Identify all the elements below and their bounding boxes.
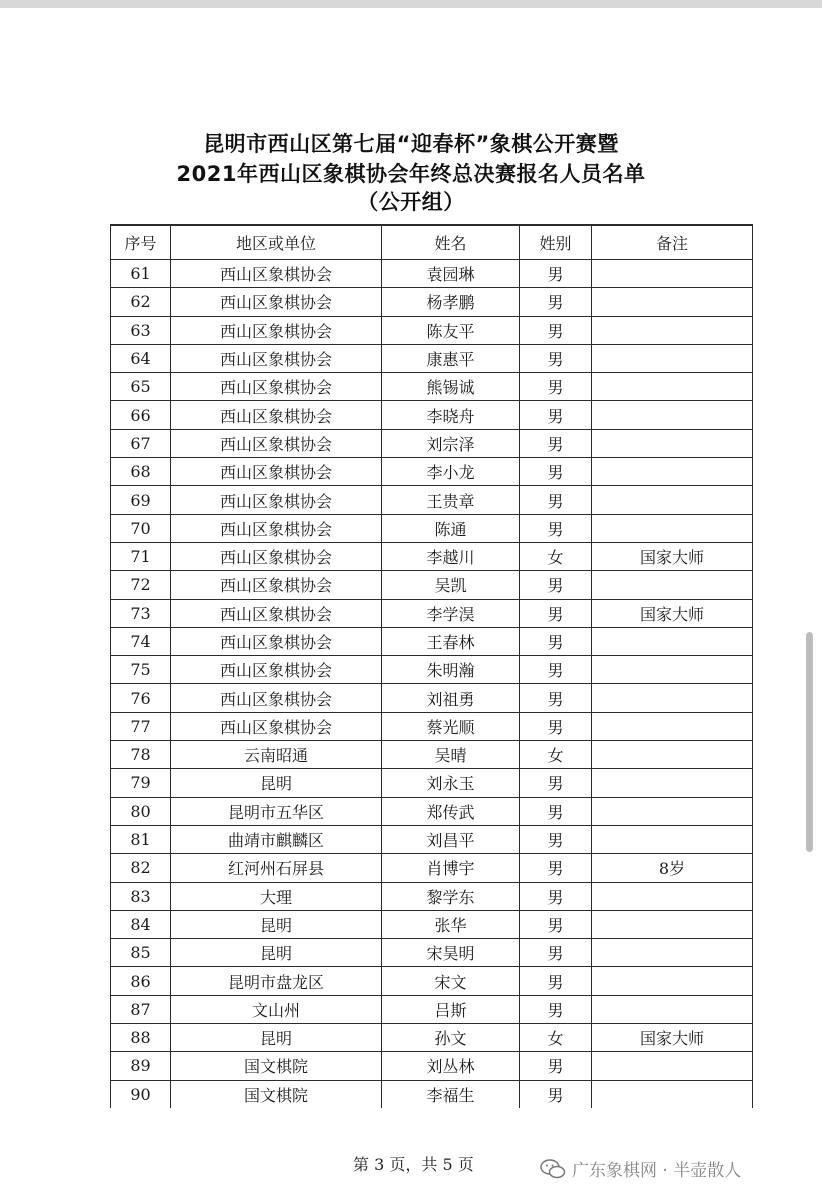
table-row xyxy=(111,825,753,853)
cell-name: 朱明瀚 xyxy=(382,656,520,684)
cell-gender: 男 xyxy=(520,882,592,910)
cell-gender: 男 xyxy=(520,599,592,627)
cell-region: 昆明市盘龙区 xyxy=(171,967,382,995)
table-row xyxy=(111,1080,753,1108)
header-gender: 姓别 xyxy=(520,225,592,260)
table-row xyxy=(111,288,753,316)
cell-gender: 男 xyxy=(520,316,592,344)
cell-name: 李福生 xyxy=(382,1080,520,1108)
cell-remarks xyxy=(592,344,753,372)
cell-remarks xyxy=(592,825,753,853)
table-row xyxy=(111,542,753,570)
registration-table xyxy=(110,224,753,1108)
cell-gender: 男 xyxy=(520,684,592,712)
table-row xyxy=(111,514,753,542)
cell-region: 大理 xyxy=(171,882,382,910)
cell-region: 昆明 xyxy=(171,939,382,967)
cell-serial-number: 73 xyxy=(111,599,171,627)
table-row xyxy=(111,995,753,1023)
cell-serial-number: 90 xyxy=(111,1080,171,1108)
cell-gender: 男 xyxy=(520,656,592,684)
cell-name: 蔡光顺 xyxy=(382,712,520,740)
table-row xyxy=(111,486,753,514)
cell-serial-number: 63 xyxy=(111,316,171,344)
cell-gender: 男 xyxy=(520,627,592,655)
cell-name: 李小龙 xyxy=(382,458,520,486)
cell-serial-number: 71 xyxy=(111,542,171,570)
document-title-line-3: （公开组） xyxy=(357,190,465,214)
cell-remarks xyxy=(592,995,753,1023)
cell-region: 曲靖市麒麟区 xyxy=(171,825,382,853)
table-header-row xyxy=(111,225,753,260)
cell-name: 刘丛林 xyxy=(382,1052,520,1080)
cell-gender: 男 xyxy=(520,429,592,457)
wechat-icon xyxy=(540,1159,566,1179)
cell-name: 刘永玉 xyxy=(382,769,520,797)
table-row xyxy=(111,797,753,825)
cell-name: 吕斯 xyxy=(382,995,520,1023)
cell-name: 康惠平 xyxy=(382,344,520,372)
cell-region: 西山区象棋协会 xyxy=(171,712,382,740)
cell-serial-number: 83 xyxy=(111,882,171,910)
cell-remarks: 国家大师 xyxy=(592,542,753,570)
cell-name: 袁园琳 xyxy=(382,260,520,288)
cell-serial-number: 81 xyxy=(111,825,171,853)
cell-remarks xyxy=(592,627,753,655)
cell-region: 西山区象棋协会 xyxy=(171,514,382,542)
window-top-strip xyxy=(0,0,822,8)
table-body xyxy=(111,260,753,1108)
table-row xyxy=(111,260,753,288)
header-region: 地区或单位 xyxy=(171,225,382,260)
table-row xyxy=(111,854,753,882)
cell-serial-number: 85 xyxy=(111,939,171,967)
cell-region: 西山区象棋协会 xyxy=(171,486,382,514)
document-title-line-1: 昆明市西山区第七届“迎春杯”象棋公开赛暨 xyxy=(203,132,619,156)
cell-remarks: 国家大师 xyxy=(592,599,753,627)
cell-region: 西山区象棋协会 xyxy=(171,373,382,401)
cell-name: 杨孝鹏 xyxy=(382,288,520,316)
cell-gender: 男 xyxy=(520,288,592,316)
cell-remarks xyxy=(592,741,753,769)
cell-region: 西山区象棋协会 xyxy=(171,316,382,344)
cell-region: 西山区象棋协会 xyxy=(171,260,382,288)
cell-serial-number: 68 xyxy=(111,458,171,486)
table-row xyxy=(111,344,753,372)
cell-serial-number: 61 xyxy=(111,260,171,288)
cell-remarks xyxy=(592,260,753,288)
cell-region: 西山区象棋协会 xyxy=(171,684,382,712)
cell-remarks xyxy=(592,373,753,401)
cell-gender: 男 xyxy=(520,939,592,967)
cell-serial-number: 69 xyxy=(111,486,171,514)
table-row xyxy=(111,656,753,684)
cell-gender: 男 xyxy=(520,995,592,1023)
table-row xyxy=(111,571,753,599)
cell-gender: 男 xyxy=(520,910,592,938)
cell-serial-number: 77 xyxy=(111,712,171,740)
document-title-line-2: 2021年西山区象棋协会年终总决赛报名人员名单 xyxy=(176,162,646,186)
cell-name: 吴晴 xyxy=(382,741,520,769)
cell-gender: 男 xyxy=(520,712,592,740)
cell-gender: 女 xyxy=(520,741,592,769)
table-row xyxy=(111,429,753,457)
table-row xyxy=(111,401,753,429)
cell-region: 西山区象棋协会 xyxy=(171,288,382,316)
cell-gender: 男 xyxy=(520,1052,592,1080)
cell-gender: 男 xyxy=(520,769,592,797)
cell-region: 西山区象棋协会 xyxy=(171,571,382,599)
cell-gender: 女 xyxy=(520,542,592,570)
cell-serial-number: 67 xyxy=(111,429,171,457)
cell-remarks xyxy=(592,656,753,684)
cell-name: 李越川 xyxy=(382,542,520,570)
cell-serial-number: 80 xyxy=(111,797,171,825)
cell-name: 熊锡诚 xyxy=(382,373,520,401)
cell-gender: 男 xyxy=(520,401,592,429)
cell-serial-number: 64 xyxy=(111,344,171,372)
cell-serial-number: 62 xyxy=(111,288,171,316)
cell-remarks xyxy=(592,684,753,712)
cell-remarks xyxy=(592,1080,753,1108)
cell-serial-number: 65 xyxy=(111,373,171,401)
cell-region: 昆明 xyxy=(171,769,382,797)
cell-remarks xyxy=(592,429,753,457)
table-row xyxy=(111,939,753,967)
cell-gender: 男 xyxy=(520,486,592,514)
cell-serial-number: 84 xyxy=(111,910,171,938)
cell-region: 红河州石屏县 xyxy=(171,854,382,882)
cell-serial-number: 76 xyxy=(111,684,171,712)
cell-gender: 男 xyxy=(520,797,592,825)
cell-name: 黎学东 xyxy=(382,882,520,910)
cell-serial-number: 78 xyxy=(111,741,171,769)
cell-serial-number: 87 xyxy=(111,995,171,1023)
cell-gender: 男 xyxy=(520,854,592,882)
cell-serial-number: 79 xyxy=(111,769,171,797)
table-row xyxy=(111,967,753,995)
table-row xyxy=(111,599,753,627)
cell-remarks xyxy=(592,797,753,825)
cell-name: 肖博宇 xyxy=(382,854,520,882)
cell-remarks xyxy=(592,1052,753,1080)
table-row xyxy=(111,627,753,655)
cell-serial-number: 75 xyxy=(111,656,171,684)
table-row xyxy=(111,769,753,797)
cell-region: 西山区象棋协会 xyxy=(171,344,382,372)
cell-region: 国文棋院 xyxy=(171,1052,382,1080)
cell-region: 国文棋院 xyxy=(171,1080,382,1108)
cell-serial-number: 88 xyxy=(111,1024,171,1052)
cell-remarks xyxy=(592,769,753,797)
cell-remarks: 8岁 xyxy=(592,854,753,882)
cell-gender: 男 xyxy=(520,571,592,599)
cell-name: 郑传武 xyxy=(382,797,520,825)
cell-remarks: 国家大师 xyxy=(592,1024,753,1052)
cell-remarks xyxy=(592,486,753,514)
cell-name: 刘祖勇 xyxy=(382,684,520,712)
cell-name: 陈通 xyxy=(382,514,520,542)
cell-remarks xyxy=(592,288,753,316)
cell-region: 西山区象棋协会 xyxy=(171,429,382,457)
table-row xyxy=(111,910,753,938)
table-row xyxy=(111,1024,753,1052)
cell-serial-number: 74 xyxy=(111,627,171,655)
cell-serial-number: 70 xyxy=(111,514,171,542)
table-row xyxy=(111,741,753,769)
cell-serial-number: 66 xyxy=(111,401,171,429)
cell-remarks xyxy=(592,939,753,967)
cell-region: 昆明 xyxy=(171,1024,382,1052)
cell-gender: 女 xyxy=(520,1024,592,1052)
cell-remarks xyxy=(592,967,753,995)
cell-serial-number: 89 xyxy=(111,1052,171,1080)
watermark-text: 广东象棋网 · 半壶散人 xyxy=(572,1161,742,1181)
cell-region: 西山区象棋协会 xyxy=(171,599,382,627)
cell-gender: 男 xyxy=(520,373,592,401)
cell-remarks xyxy=(592,712,753,740)
cell-region: 西山区象棋协会 xyxy=(171,542,382,570)
cell-remarks xyxy=(592,882,753,910)
cell-serial-number: 72 xyxy=(111,571,171,599)
cell-name: 王春林 xyxy=(382,627,520,655)
cell-remarks xyxy=(592,571,753,599)
cell-name: 李晓舟 xyxy=(382,401,520,429)
cell-region: 云南昭通 xyxy=(171,741,382,769)
watermark xyxy=(540,1156,741,1181)
table-row xyxy=(111,684,753,712)
cell-gender: 男 xyxy=(520,260,592,288)
cell-name: 陈友平 xyxy=(382,316,520,344)
cell-gender: 男 xyxy=(520,825,592,853)
vertical-scrollbar[interactable] xyxy=(806,632,813,852)
cell-remarks xyxy=(592,401,753,429)
cell-name: 宋昊明 xyxy=(382,939,520,967)
table-row xyxy=(111,316,753,344)
cell-name: 孙文 xyxy=(382,1024,520,1052)
cell-serial-number: 82 xyxy=(111,854,171,882)
cell-region: 文山州 xyxy=(171,995,382,1023)
cell-region: 西山区象棋协会 xyxy=(171,627,382,655)
cell-name: 李学淏 xyxy=(382,599,520,627)
header-serial-number: 序号 xyxy=(111,225,171,260)
cell-region: 西山区象棋协会 xyxy=(171,401,382,429)
cell-remarks xyxy=(592,316,753,344)
cell-name: 吴凯 xyxy=(382,571,520,599)
cell-serial-number: 86 xyxy=(111,967,171,995)
page-number-footer: 第 3 页，共 5 页 xyxy=(353,1155,474,1174)
header-name: 姓名 xyxy=(382,225,520,260)
cell-name: 王贵章 xyxy=(382,486,520,514)
cell-name: 刘昌平 xyxy=(382,825,520,853)
cell-remarks xyxy=(592,458,753,486)
cell-gender: 男 xyxy=(520,967,592,995)
cell-remarks xyxy=(592,910,753,938)
cell-gender: 男 xyxy=(520,514,592,542)
cell-gender: 男 xyxy=(520,458,592,486)
cell-region: 昆明市五华区 xyxy=(171,797,382,825)
header-remarks: 备注 xyxy=(592,225,753,260)
cell-region: 西山区象棋协会 xyxy=(171,458,382,486)
cell-region: 西山区象棋协会 xyxy=(171,656,382,684)
table-row xyxy=(111,1052,753,1080)
table-row xyxy=(111,882,753,910)
cell-region: 昆明 xyxy=(171,910,382,938)
cell-name: 宋文 xyxy=(382,967,520,995)
table-row xyxy=(111,373,753,401)
table-row xyxy=(111,458,753,486)
cell-gender: 男 xyxy=(520,1080,592,1108)
cell-name: 张华 xyxy=(382,910,520,938)
cell-remarks xyxy=(592,514,753,542)
cell-gender: 男 xyxy=(520,344,592,372)
cell-name: 刘宗泽 xyxy=(382,429,520,457)
table-row xyxy=(111,712,753,740)
